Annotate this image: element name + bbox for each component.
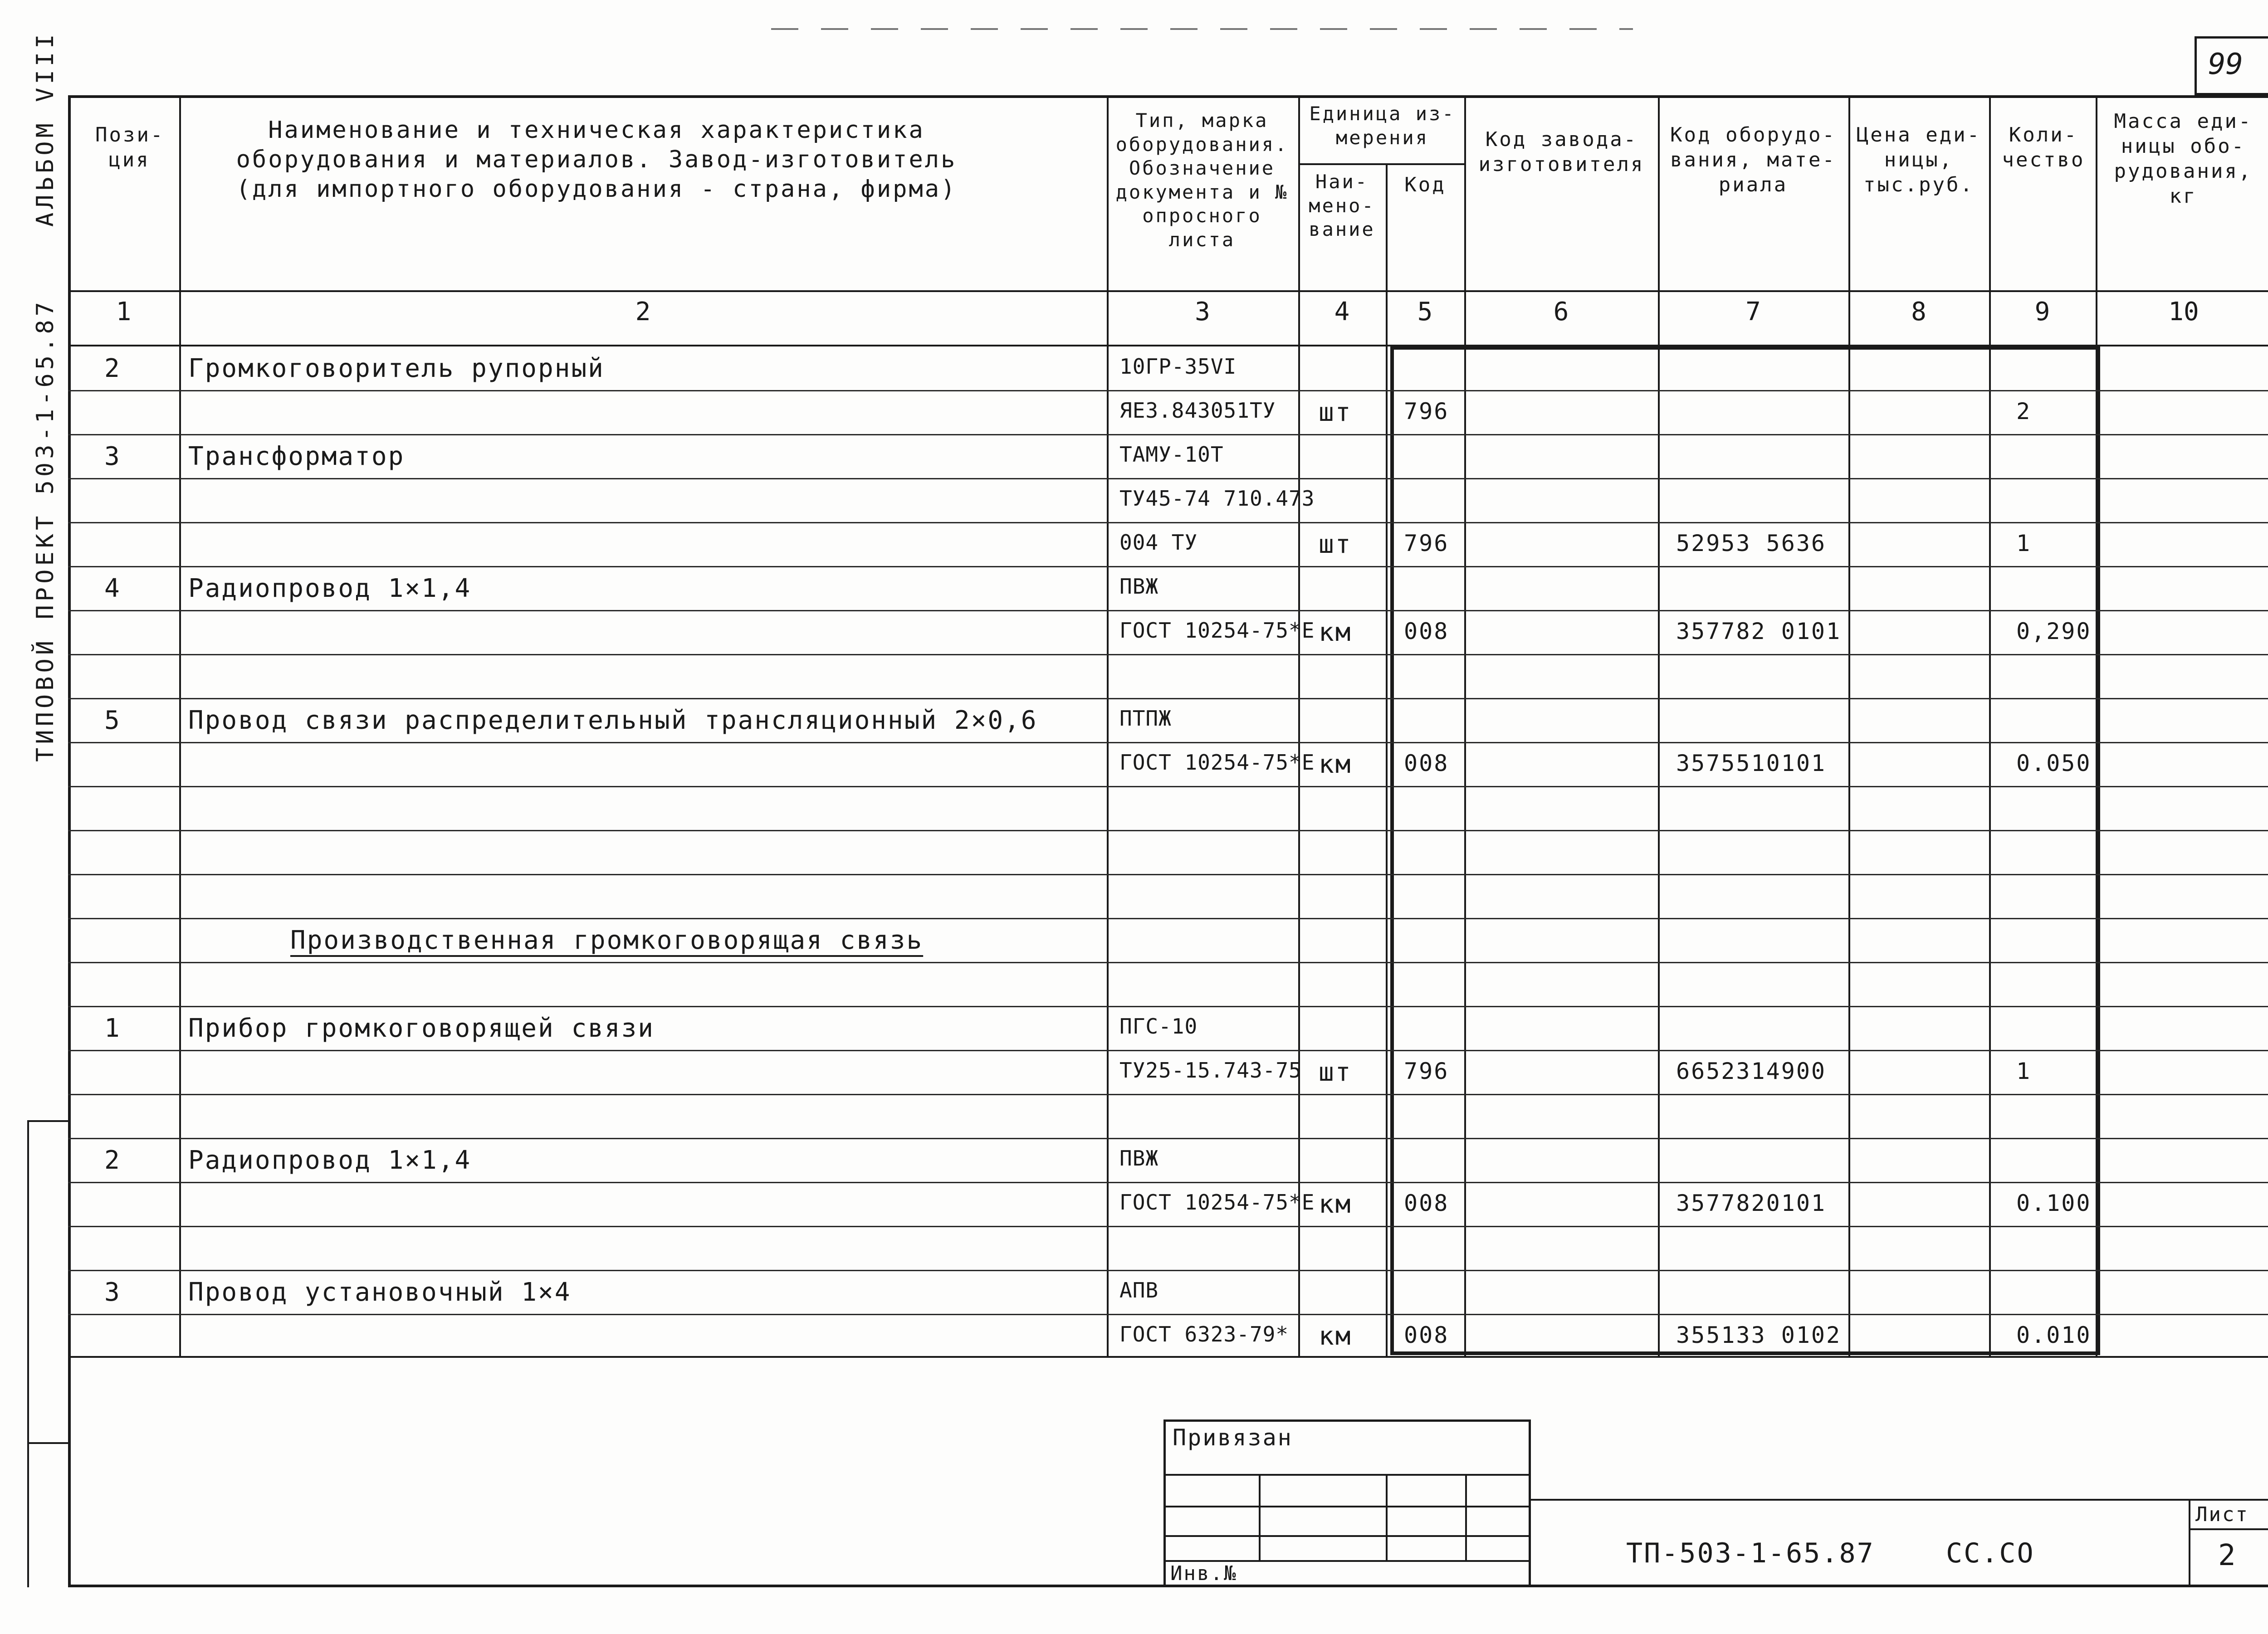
row-separator (68, 830, 2268, 831)
hdr-unit-code: Код (1404, 173, 1446, 196)
hdr-type: Тип, марка оборудования. Обозначение документа и № опросного листа (1115, 109, 1289, 251)
doc-mark: СС.СО (1946, 1537, 2035, 1569)
cell-equip: 6652314900 (1676, 1058, 1827, 1084)
cell-qty: 2 (2016, 398, 2032, 424)
colnum-1: 1 (116, 297, 132, 327)
hdr-quantity: Коли-чество (2002, 123, 2085, 171)
stamp-line-1 (1163, 1474, 1531, 1476)
row-separator (68, 1006, 2268, 1007)
hdr-unit-name: Наи-мено-вание (1309, 171, 1375, 240)
hdr-name: Наименование и техническая характеристика оборудования и материалов. Завод-изготовитель (для импортного оборудования - страна, фирма) (236, 117, 957, 203)
cell-type: ТУ45-74 710.473 (1119, 486, 1315, 511)
cell-pos: 2 (104, 1146, 121, 1175)
cell-unit: шт (1319, 530, 1352, 559)
cell-type: ГОСТ 10254-75*Е (1119, 750, 1315, 775)
cell-type: ПВЖ (1119, 1146, 1159, 1171)
cell-type: ГОСТ 10254-75*Е (1119, 618, 1315, 643)
side-label: ТИПОВОЙ ПРОЕКТ 503-1-65.87 (32, 298, 59, 762)
colnum-8: 8 (1911, 297, 1926, 327)
row-separator (68, 522, 2268, 523)
cell-name: Трансформатор (188, 442, 405, 471)
stamp-vline-2 (1386, 1474, 1388, 1560)
hline-unit-split (1298, 163, 1464, 165)
cell-qty: 0,290 (2016, 618, 2092, 644)
hdr-equipment-code: Код оборудо-вания, мате-риала (1670, 123, 1836, 196)
cell-pos: 5 (104, 706, 121, 735)
cell-unit: шт (1319, 398, 1352, 427)
cell-qty: 1 (2016, 530, 2032, 556)
cell-name: Провод связи распределительный трансляционный 2×0,6 (188, 706, 1038, 735)
cell-unit: шт (1319, 1058, 1352, 1087)
cell-type: ГОСТ 10254-75*Е (1119, 1190, 1315, 1215)
row-separator (68, 698, 2268, 699)
row-separator (68, 786, 2268, 787)
sheet-box-line (2189, 1499, 2190, 1587)
cell-code: 796 (1404, 398, 1449, 424)
hdr-price: Цена еди-ницы, тыс.руб. (1856, 123, 1981, 196)
colnum-7: 7 (1745, 297, 1761, 327)
row-separator (68, 566, 2268, 567)
cell-unit: км (1319, 750, 1352, 779)
top-dash (771, 28, 1633, 30)
cell-type: 10ГР-35VI (1119, 354, 1237, 379)
colnum-4: 4 (1334, 297, 1350, 327)
cell-qty: 0.010 (2016, 1322, 2092, 1348)
cell-type: 004 ТУ (1119, 530, 1198, 555)
row-separator (68, 918, 2268, 919)
cell-type: ГОСТ 6323-79* (1119, 1322, 1289, 1346)
cell-type: АПВ (1119, 1278, 1159, 1302)
vline-col3 (1298, 95, 1300, 1356)
cell-pos: 3 (104, 1278, 121, 1307)
cell-equip: 52953 5636 (1676, 530, 1827, 556)
hdr-unit-group: Единица из-мерения (1309, 102, 1456, 149)
doc-code: ТП-503-1-65.87 (1626, 1537, 1875, 1569)
colnum-2: 2 (635, 297, 651, 327)
stamp-inv-no: Инв.№ (1170, 1562, 1237, 1585)
cell-name: Радиопровод 1×1,4 (188, 574, 472, 603)
cell-unit: км (1319, 1190, 1352, 1219)
cell-code: 008 (1404, 1322, 1449, 1348)
cell-qty: 0.050 (2016, 750, 2092, 776)
hdr-position: Пози-ция (95, 123, 165, 171)
stamp-line-2 (1163, 1506, 1531, 1507)
cell-code: 008 (1404, 1190, 1449, 1216)
row-separator (68, 390, 2268, 391)
cell-pos: 4 (104, 574, 121, 603)
row-separator (68, 1050, 2268, 1051)
cell-type: ПГС-10 (1119, 1014, 1198, 1039)
row-separator (68, 654, 2268, 655)
row-separator (68, 1182, 2268, 1183)
colnum-3: 3 (1195, 297, 1210, 327)
cell-unit: км (1319, 1322, 1352, 1351)
cell-code: 796 (1404, 1058, 1449, 1084)
cell-equip: 357782 0101 (1676, 618, 1842, 644)
cell-pos: 3 (104, 442, 121, 471)
hline-table-bottom (68, 1356, 2268, 1358)
row-separator (68, 1226, 2268, 1227)
row-separator (68, 434, 2268, 435)
cell-name: Прибор громкоговорящей связи (188, 1014, 655, 1043)
cell-unit: км (1319, 618, 1352, 647)
row-separator (68, 1138, 2268, 1139)
row-separator (68, 478, 2268, 479)
cell-name: Провод установочный 1×4 (188, 1278, 572, 1307)
cell-name: Громкоговоритель рупорный (188, 354, 605, 383)
cell-equip: 3577820101 (1676, 1190, 1827, 1216)
cell-type: ПВЖ (1119, 574, 1159, 599)
row-separator (68, 874, 2268, 875)
colnum-5: 5 (1417, 297, 1433, 327)
cell-type: ТУ25-15.743-75 (1119, 1058, 1302, 1083)
cell-name: Радиопровод 1×1,4 (188, 1146, 472, 1175)
row-separator (68, 1314, 2268, 1315)
title-block-top (1531, 1499, 2268, 1501)
colnum-6: 6 (1553, 297, 1569, 327)
cell-equip: 355133 0102 (1676, 1322, 1842, 1348)
cell-type: ЯЕ3.843051ТУ (1119, 398, 1276, 423)
cell-name: Производственная громкоговорящая связь (290, 926, 924, 955)
cell-qty: 0.100 (2016, 1190, 2092, 1216)
left-strip-mid (27, 1442, 70, 1444)
cell-pos: 2 (104, 354, 121, 383)
stamp-attached: Привязан (1173, 1424, 1293, 1451)
vline-col2 (1107, 95, 1109, 1356)
cell-code: 008 (1404, 750, 1449, 776)
stamp-vline-3 (1465, 1474, 1467, 1560)
hdr-mass: Масса еди-ницы обо-рудования, кг (2114, 110, 2253, 208)
row-separator (68, 1094, 2268, 1095)
stamp-vline-1 (1259, 1474, 1261, 1560)
row-separator (68, 610, 2268, 611)
row-separator (68, 742, 2268, 743)
vline-col1 (179, 95, 181, 1356)
album-label: АЛЬБОМ VIII (32, 30, 59, 227)
cell-equip: 3575510101 (1676, 750, 1827, 776)
left-strip-top (27, 1120, 70, 1122)
colnum-10: 10 (2168, 297, 2199, 327)
cell-qty: 1 (2016, 1058, 2032, 1084)
vline-col4 (1386, 163, 1388, 1356)
cell-code: 008 (1404, 618, 1449, 644)
sheet-label: Лист (2195, 1503, 2249, 1526)
cell-code: 796 (1404, 530, 1449, 556)
cell-type: ПТПЖ (1119, 706, 1172, 731)
cell-pos: 1 (104, 1014, 121, 1043)
row-separator (68, 962, 2268, 963)
sheet-box-mid (2189, 1528, 2268, 1530)
hline-header-bottom (68, 290, 2268, 292)
hdr-factory-code: Код завода-изготовителя (1478, 128, 1645, 176)
sheet-number: 2 (2218, 1539, 2237, 1572)
page-number: 99 (2208, 48, 2244, 81)
row-separator (68, 1270, 2268, 1271)
cell-type: ТАМУ-10Т (1119, 442, 1224, 467)
colnum-9: 9 (2034, 297, 2050, 327)
stamp-line-3 (1163, 1535, 1531, 1537)
left-strip-line (27, 1120, 29, 1587)
